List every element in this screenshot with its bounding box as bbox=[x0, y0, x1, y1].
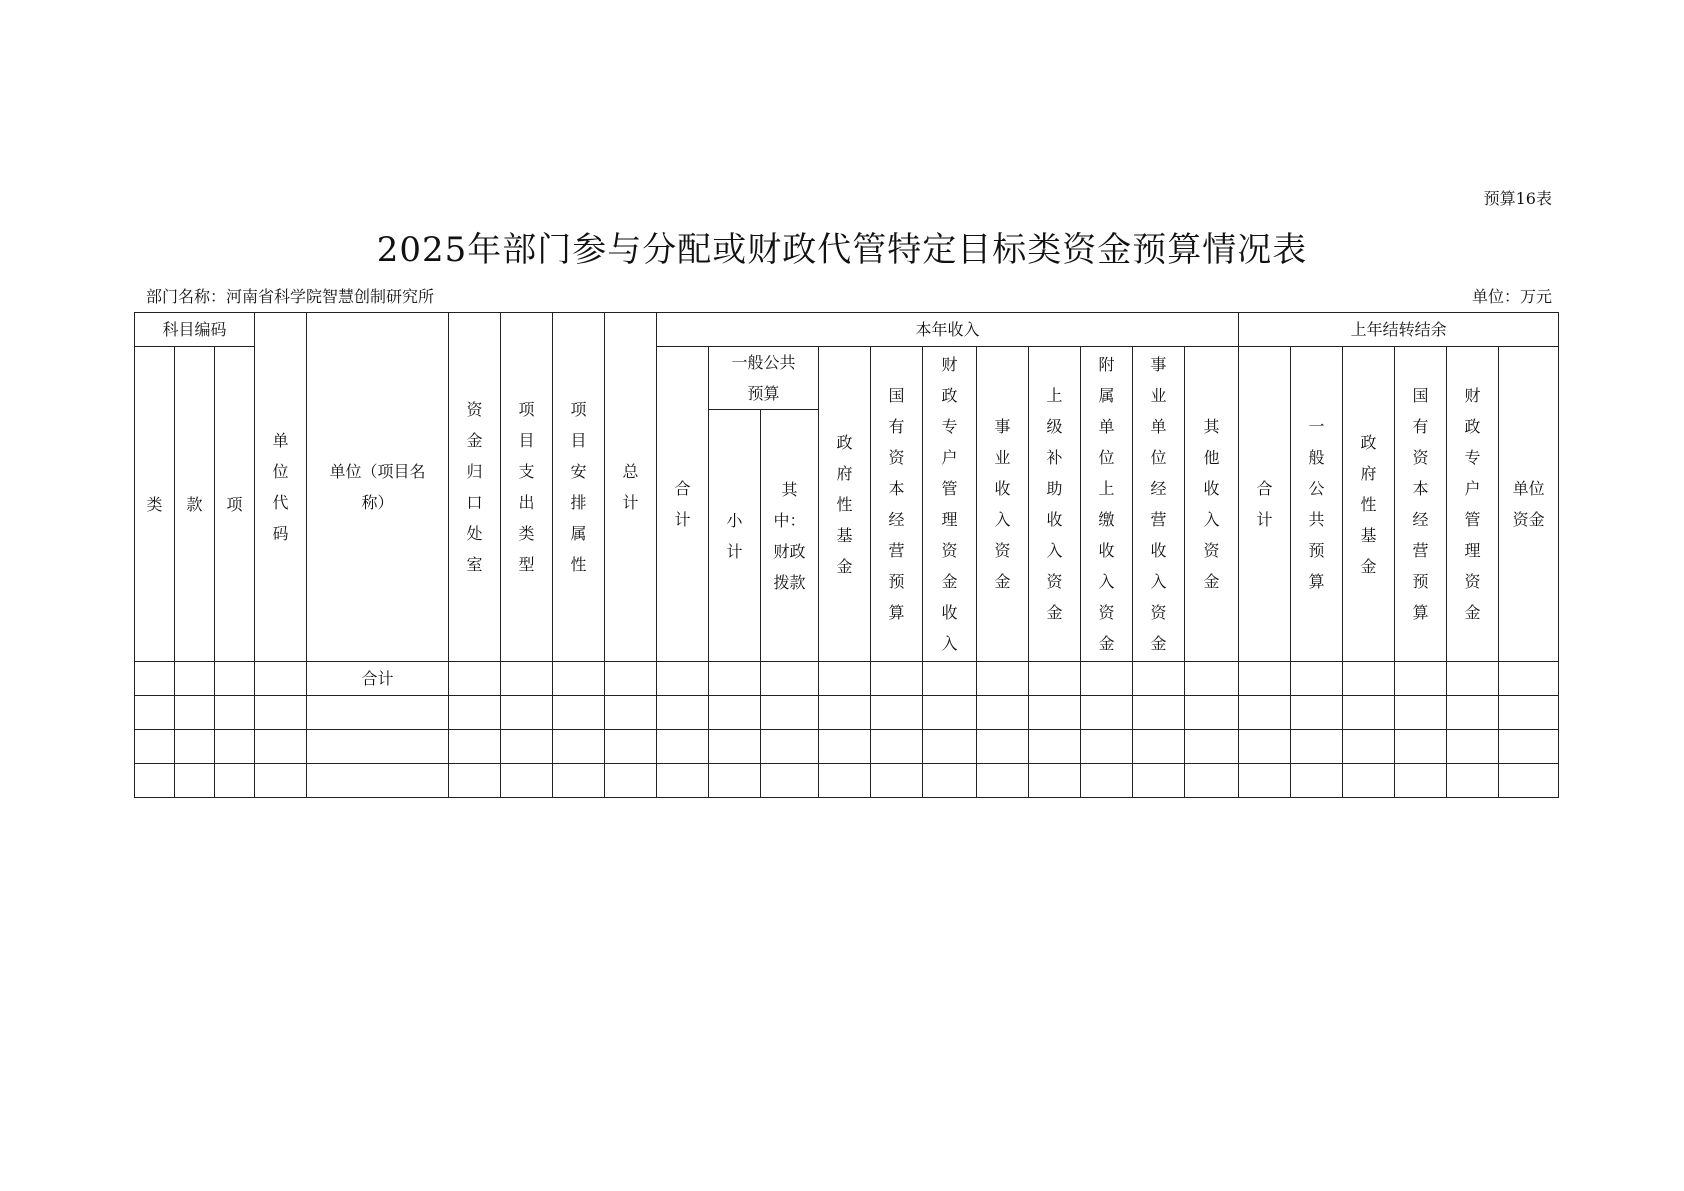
table-number: 预算16表 bbox=[1483, 189, 1552, 208]
header-pb-total: 合计 bbox=[1239, 347, 1291, 662]
header-xiang: 项 bbox=[215, 347, 255, 662]
row-label bbox=[307, 696, 449, 730]
header-expense-type: 项目支出类型 bbox=[501, 313, 553, 662]
row-label bbox=[307, 764, 449, 798]
header-ci-other: 其他收入资金 bbox=[1185, 347, 1239, 662]
row-label bbox=[307, 730, 449, 764]
table-row bbox=[135, 696, 1559, 730]
header-ci-gov-fund: 政府性基金 bbox=[819, 347, 871, 662]
header-kuan: 款 bbox=[175, 347, 215, 662]
header-pb-unit-fund: 单位资金 bbox=[1499, 347, 1559, 662]
unit-label: 单位：万元 bbox=[1471, 287, 1552, 306]
header-ci-affiliated-payment: 附属单位上缴收入资金 bbox=[1081, 347, 1133, 662]
table-row bbox=[135, 764, 1559, 798]
header-total: 总计 bbox=[605, 313, 657, 662]
header-fund-office: 资金归口处室 bbox=[449, 313, 501, 662]
header-unit-name: 单位（项目名称） bbox=[307, 313, 449, 662]
department-name: 部门名称：河南省科学院智慧创制研究所 bbox=[146, 287, 435, 306]
table-row bbox=[135, 730, 1559, 764]
header-subject-code: 科目编码 bbox=[135, 313, 255, 347]
header-pb-gov-fund: 政府性基金 bbox=[1343, 347, 1395, 662]
page-title: 2025年部门参与分配或财政代管特定目标类资金预算情况表 bbox=[376, 230, 1308, 270]
table-row bbox=[135, 662, 1559, 696]
header-ci-general-budget: 一般公共预算 bbox=[709, 347, 819, 410]
header-pb-state-capital: 国有资本经营预算 bbox=[1395, 347, 1447, 662]
header-current-income: 本年收入 bbox=[657, 313, 1239, 347]
header-prior-balance: 上年结转结余 bbox=[1239, 313, 1559, 347]
header-ci-business-income: 事业收入资金 bbox=[977, 347, 1029, 662]
budget-table bbox=[134, 312, 1559, 798]
header-ci-subtotal: 小计 bbox=[709, 410, 761, 662]
header-ci-fiscal-special: 财政专户管理资金收入 bbox=[923, 347, 977, 662]
row-label: 合计 bbox=[307, 662, 449, 696]
header-ci-superior-subsidy: 上级补助收入资金 bbox=[1029, 347, 1081, 662]
header-ci-business-operation: 事业单位经营收入资金 bbox=[1133, 347, 1185, 662]
header-pb-fiscal-special: 财政专户管理资金 bbox=[1447, 347, 1499, 662]
header-unit-code: 单位代码 bbox=[255, 313, 307, 662]
header-ci-fiscal-alloc: 其中：财政拨款 bbox=[761, 410, 819, 662]
header-ci-total: 合计 bbox=[657, 347, 709, 662]
header-ci-state-capital: 国有资本经营预算 bbox=[871, 347, 923, 662]
header-pb-general-budget: 一般公共预算 bbox=[1291, 347, 1343, 662]
header-arrange-attr: 项目安排属性 bbox=[553, 313, 605, 662]
header-lei: 类 bbox=[135, 347, 175, 662]
